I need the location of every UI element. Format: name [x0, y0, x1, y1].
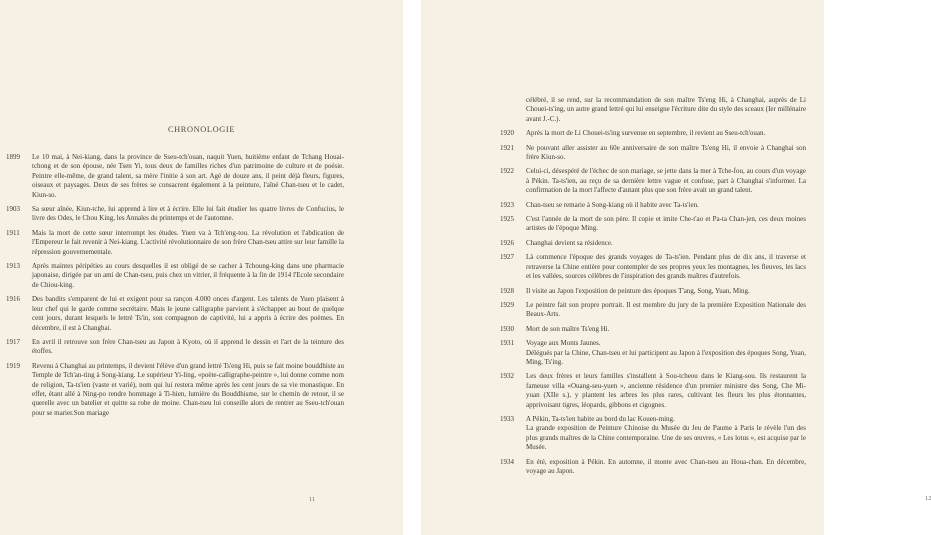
- entry-text: Celui-ci, désespéré de l'échec de son mariage, se jette dans la mer à Tche-fou, au cours d'un voyage à Pékin. Ta-ts'ien, au reçu de sa dernière lettre vague et confuse, part à Changhai s'informer. La confirmation de la mort l'affecte d'autant plus que son frère avait un grand talent.: [526, 167, 806, 195]
- entry-year: 1928: [500, 286, 514, 295]
- chronology-entry: [500, 201, 806, 210]
- entry-year: 1931: [500, 339, 514, 348]
- entry-year: 1934: [500, 457, 514, 466]
- chronology-entry: [6, 338, 344, 357]
- chronology-entry: [6, 362, 344, 418]
- entry-year: 1930: [500, 324, 514, 333]
- entry-text: Mort de son maître Ts'eng Hi.: [526, 324, 610, 333]
- entry-text: En avril il retrouve son frère Chan-tseu au Japon à Kyoto, où il apprend le dessin et l'art de la teinture des étoffes.: [32, 337, 344, 356]
- entry-text: Délégués par la Chine, Chan-tseu et lui participent au Japon à l'exposition des époques Song, Yuan, Ming, Ts'ing.: [526, 348, 806, 366]
- chronology-entry: [500, 167, 806, 195]
- chronology-entry: [500, 215, 806, 234]
- entry-text: Mais la mort de cette sœur interrompt les études. Yuen va à Tch'eng-tou. La révolution et l'abdication de l'Empereur le fait revenir à Nei-kiang. L'activité révolutionnaire de son frère Chan-tseu attire sur leur famille la répression gouvernementale.: [32, 228, 344, 256]
- right-page: [421, 0, 931, 535]
- page-number-right: 12: [925, 495, 931, 502]
- entry-text: A Pékin, Ta-ts'ien habite au bord du lac Kouen-ming.: [526, 414, 675, 423]
- entry-text: Ne pouvant aller assister au 60e anniversaire de son maître Ts'eng Hi, il envoie à Changhai son frère Kiun-so.: [526, 143, 806, 162]
- entry-year: 1921: [500, 143, 514, 152]
- entry-year: 1933: [500, 414, 514, 423]
- right-chronology-list: [500, 96, 806, 481]
- continuation-paragraph: [500, 96, 806, 124]
- chronology-entry: [6, 205, 344, 224]
- entry-year: 1923: [500, 200, 514, 209]
- page-number-left: 11: [309, 496, 316, 503]
- book-gutter: [403, 0, 421, 535]
- entry-year: 1927: [500, 253, 514, 262]
- entry-year: 1922: [500, 167, 514, 176]
- chronology-entry: [6, 229, 344, 257]
- entry-year: 1911: [6, 228, 20, 237]
- entry-text: Chan-tseu se remarie à Song-kiang où il habite avec Ta-ts'ien.: [526, 200, 699, 209]
- entry-year: 1916: [6, 295, 20, 304]
- page-title: CHRONOLOGIE: [167, 125, 236, 134]
- entry-year: 1932: [500, 372, 514, 381]
- chronology-entry: [500, 144, 806, 163]
- entry-text: La grande exposition de Peinture Chinoise du Musée du Jeu de Paume à Paris le révèle l'un des plus grands maîtres de la Chine contemporaine. Une de ses œuvres, « Les lotus », est acquise par le Musée.: [526, 424, 806, 452]
- entry-text: Il visite au Japon l'exposition de peinture des époques T'ang, Song, Yuan, Ming.: [526, 286, 750, 295]
- chronology-entry: [500, 253, 806, 281]
- entry-year: 1903: [6, 205, 20, 214]
- entry-text: Là commence l'époque des grands voyages de Ta-ts'ien. Pendant plus de dix ans, il traverse et retraverse la Chine entière pour contempler de ses propres yeux les montagnes, les fleuves, les lacs et les vallées, sources célèbres de l'inspiration des grands maîtres d'autrefois.: [526, 253, 806, 281]
- entry-year: 1899: [6, 153, 20, 161]
- entry-year: 1925: [500, 215, 514, 224]
- entry-text: Le peintre fait son propre portrait. Il est membre du jury de la première Exposition Nationale des Beaux-Arts.: [526, 300, 806, 319]
- chronology-entry: [500, 129, 806, 138]
- entry-year: 1917: [6, 337, 20, 346]
- chronology-entry: [500, 372, 806, 410]
- entry-year: 1913: [6, 262, 20, 271]
- chronology-entry: [500, 301, 806, 320]
- entry-text: Voyage aux Monts Jaunes.: [526, 339, 601, 348]
- entry-year: 1919: [6, 361, 20, 370]
- chronology-entry: [500, 325, 806, 334]
- continuation-text: célébré, il se rend, sur la recommandation de son maître Ts'eng Hi, à Changhai, auprès de Li Chouei-ts'ing, un autre grand lettré qui lui enseigne l'écriture dite du style des sceaux (Ier millénaire avant J.-C.).: [526, 96, 806, 123]
- chronology-entry: [500, 458, 806, 477]
- chronology-entry: [6, 295, 344, 333]
- entry-text: Sa sœur aînée, Kiun-tche, lui apprend à lire et à écrire. Elle lui fait étudier les quatre livres de Confucius, le livre des Odes, le Chou King, les Annales du printemps et de l'automne.: [32, 205, 344, 223]
- chronology-entry: [500, 287, 806, 296]
- chronology-entry: [500, 239, 806, 248]
- chronology-entry: [6, 153, 344, 200]
- entry-text: Changhai devient sa résidence.: [526, 238, 613, 247]
- entry-text: Des bandits s'emparent de lui et exigent pour sa rançon 4.000 onces d'argent. Les talents de Yuen plaisent à leur chef qui le garde comme secrétaire. Mais le jeune calligraphe parvient à s'échapper au bout de quelque cent jours, durant lesquels le lettré Ts'in, son compagnon de captivité, lui a appris à écrire des poèmes. En décembre, il est à Changhai.: [32, 295, 344, 332]
- chronology-entry: [500, 415, 806, 453]
- entry-text: Les deux frères et leurs familles s'installent à Sou-tcheou dans le Kiang-sou. Ils restaurent la fameuse villa «Ouang-seu-yuen », ancienne résidence d'un premier ministre des Song, Che Mi-yuan (XIIe s.), y plantent les arbres les plus rares, cultivant les fleurs les plus étonnantes, apprivoisant tigres, léopards, gibbons et cigognes.: [526, 372, 806, 409]
- entry-year: 1920: [500, 129, 514, 138]
- chronology-entry: [500, 339, 806, 367]
- entry-text: C'est l'année de la mort de son père. Il copie et imite Che-t'ao et Pa-ta Chan-jen, ces deux moines artistes de l'époque Ming.: [526, 215, 806, 233]
- chronology-entry: [6, 262, 344, 290]
- entry-year: 1929: [500, 300, 514, 309]
- entry-text: En été, exposition à Pékin. En automne, il monte avec Chan-tseu au Houa-chan. En décembre, voyage au Japon.: [526, 457, 806, 475]
- left-page: [0, 0, 403, 535]
- left-chronology-list: [6, 153, 344, 423]
- entry-text: Après la mort de Li Chouei-ts'ing survenue en septembre, il revient au Sseu-tch'ouan.: [526, 129, 766, 138]
- entry-text: Revenu à Changhai au printemps, il devient l'élève d'un grand lettré Ts'eng Hi, puis se fait moine bouddhiste au Temple de Tch'an-ting à Song-kiang. Le supérieur Yi-ling, «poète-calligraphe-peintre », lui donne comme nom de religion, Ta-ts'ien (vaste et varié), nom qui lui restera même après les cent jours de sa vie monastique. En effet, étant allé à Ning-po rendre hommage à Ti-hien, lumière du Bouddhisme, sur le chemin de retour, il se querelle avec un batelier et quitte sa robe de moine. Chan-tseu lui conseille alors de rentrer au Sseu-tch'ouan pour se marier.Son mariage: [32, 361, 344, 417]
- entry-text: Après maintes péripéties au cours desquelles il est obligé de se cacher à Tchoung-king dans une pharmacie japonaise, dirigée par un ami de Chan-tseu, puis chez un vitrier, il fréquente à la fin de 1914 l'Ecole secondaire de Chiou-king.: [32, 262, 344, 289]
- entry-year: 1926: [500, 238, 514, 247]
- entry-text: Le 10 mai, à Nei-kiang, dans la province de Sseu-tch'ouan, naquit Yuen, huitième enfant de Tchang Houai-tchong et de son épouse, née Tsen Yi, tous deux de familles riches d'un patrimoine de culture et de poésie. Peintre elle-même, de grand talent, sa mère l'initie à son art. Agé de douze ans, il peint déjà fleurs, figures, oiseaux et paysages. Deux de ses frères se consacrent également à la peinture, l'aîné Chan-tseu et le cadet, Kiun-so.: [32, 153, 344, 199]
